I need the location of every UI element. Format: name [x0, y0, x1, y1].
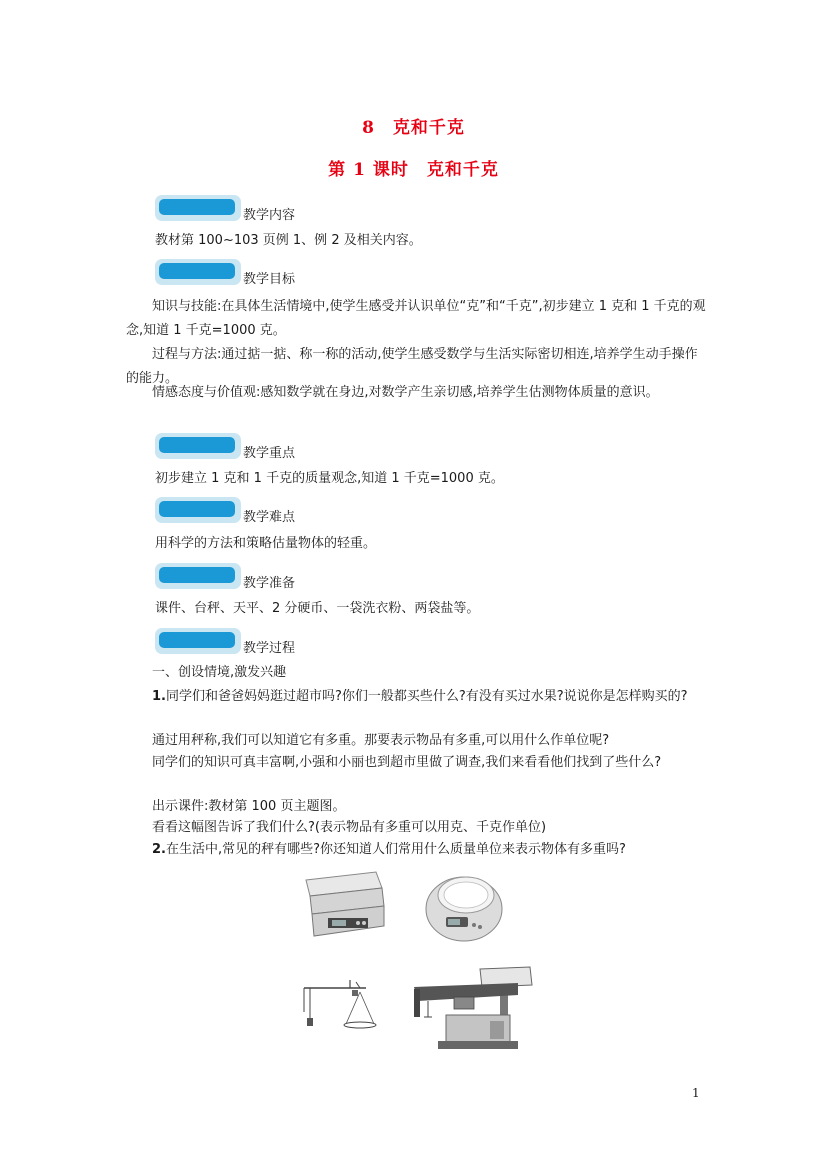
section-tag-icon [155, 497, 241, 523]
paragraph: 用科学的方法和策略估量物体的轻重。 [155, 536, 377, 551]
section-label: 教学内容 [243, 208, 296, 223]
subheading: 一、创设情境,激发兴趣 [152, 665, 287, 680]
steelyard-icon [300, 978, 384, 1038]
paragraph: 看看这幅图告诉了我们什么?(表示物品有多重可以用克、千克作单位) [152, 820, 547, 835]
section-label: 教学准备 [243, 576, 296, 591]
electronic-scale-icon [298, 866, 388, 940]
paragraph: 课件、台秤、天平、2 分硬币、一袋洗衣粉、两袋盐等。 [155, 601, 480, 616]
page-number: 1 [692, 1086, 700, 1100]
question-text: 在生活中,常见的秤有哪些?你还知道人们常用什么质量单位来表示物体有多重吗? [165, 842, 626, 857]
paragraph: 教材第 100~103 页例 1、例 2 及相关内容。 [155, 233, 422, 248]
paragraph: 同学们的知识可真丰富啊,小强和小丽也到超市里做了调查,我们来看看他们找到了些什么? [152, 755, 662, 770]
paragraph: 过程与方法:通过掂一掂、称一称的活动,使学生感受数学与生活实际密切相连,培养学生动手操作的能力。 [126, 347, 698, 386]
paragraph: 出示课件:教材第 100 页主题图。 [152, 799, 346, 814]
platform-balance-icon [408, 965, 536, 1055]
kitchen-scale-icon [422, 867, 506, 945]
paragraph: 情感态度与价值观:感知数学就在身边,对数学产生亲切感,培养学生估测物体质量的意识。 [152, 385, 659, 400]
paragraph: 初步建立 1 克和 1 千克的质量观念,知道 1 千克=1000 克。 [155, 471, 504, 486]
paragraph: 知识与技能:在具体生活情境中,使学生感受并认识单位“克”和“千克”,初步建立 1 克和 1 千克的观念,知道 1 千克=1000 克。 [126, 299, 706, 338]
section-tag-icon [155, 259, 241, 285]
question-number: 1. [152, 689, 166, 704]
section-tag-icon [155, 433, 241, 459]
section-label: 教学过程 [243, 641, 296, 656]
section-tag-icon [155, 195, 241, 221]
chapter-title: 8 克和千克 [362, 118, 465, 138]
question-2 [126, 838, 706, 862]
lesson-title: 第 1 课时 克和千克 [328, 160, 499, 180]
question-number: 2. [152, 842, 166, 857]
section-label: 教学重点 [243, 446, 296, 461]
section-tag-icon [155, 628, 241, 654]
question-text: 同学们和爸爸妈妈逛过超市吗?你们一般都买些什么?有没有买过水果?说说你是怎样购买的? [165, 689, 688, 704]
section-label: 教学目标 [243, 272, 296, 287]
paragraph: 通过用秤称,我们可以知道它有多重。那要表示物品有多重,可以用什么作单位呢? [152, 733, 610, 748]
section-tag-icon [155, 563, 241, 589]
section-label: 教学难点 [243, 510, 296, 525]
question-1 [126, 685, 706, 709]
